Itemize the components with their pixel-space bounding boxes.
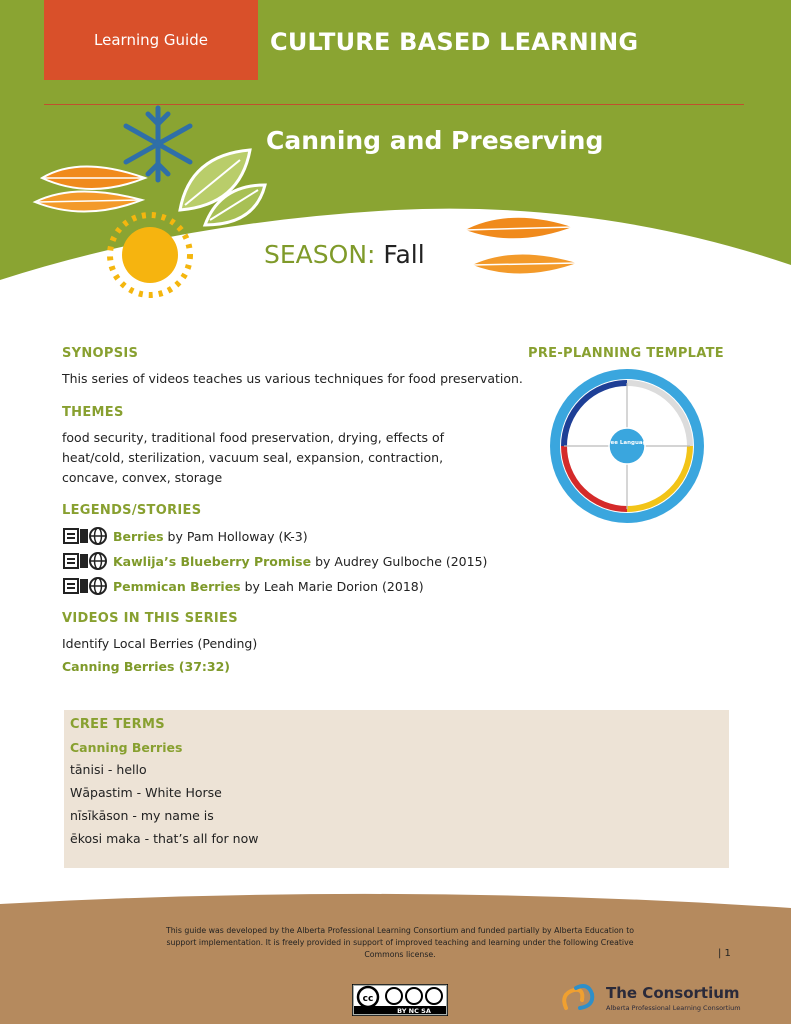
- license-label: BY NC SA: [397, 1007, 431, 1015]
- season-label: SEASON:: [264, 240, 376, 269]
- story-item: [62, 575, 424, 597]
- season-illustration: [30, 100, 280, 300]
- book-web-icon: [62, 526, 110, 546]
- videos-heading: VIDEOS IN THIS SERIES: [62, 611, 238, 626]
- cree-term: tānisi - hello: [70, 762, 147, 777]
- orange-leaf-icon: [35, 167, 145, 212]
- page-title: CULTURE BASED LEARNING: [270, 28, 639, 56]
- season-value: Fall: [383, 240, 425, 269]
- cree-term: Wāpastim - White Horse: [70, 785, 222, 800]
- synopsis-heading: SYNOPSIS: [62, 346, 139, 361]
- preplanning-wheel[interactable]: [542, 367, 712, 525]
- organization-name: The Consortium: [606, 984, 740, 1002]
- story-byline: by Audrey Gulboche (2015): [315, 553, 488, 569]
- season: [264, 240, 425, 269]
- snowflake-icon: [126, 108, 190, 180]
- cree-terms-heading: CREE TERMS: [70, 717, 165, 732]
- synopsis-text: This series of videos teaches us various techniques for food preservation.: [62, 371, 523, 386]
- guide-subtitle: Canning and Preserving: [266, 126, 604, 155]
- story-item: [62, 525, 308, 547]
- story-title-link[interactable]: Pemmican Berries: [113, 578, 241, 594]
- wheel-center-label: Cree Language: [603, 440, 651, 446]
- story-byline: by Leah Marie Dorion (2018): [244, 578, 424, 594]
- story-title-link[interactable]: Berries: [113, 528, 164, 544]
- creative-commons-badge[interactable]: [352, 984, 448, 1016]
- header-divider: [44, 104, 744, 105]
- video-item: Identify Local Berries (Pending): [62, 636, 258, 651]
- themes-heading: THEMES: [62, 405, 124, 420]
- green-leaf-icon: [180, 150, 265, 225]
- footer-text: This guide was developed by the Alberta Professional Learning Consortium and funded partially by Alberta Education to support implementation. It is freely provided in support of improved teaching and learning under the following Creative Commons license.: [165, 926, 635, 959]
- video-link[interactable]: Canning Berries (37:32): [62, 659, 230, 674]
- orange-leaf-icon: [455, 205, 585, 285]
- story-item: [62, 550, 487, 572]
- organization-subtitle: Alberta Professional Learning Consortium: [606, 1004, 741, 1012]
- legends-heading: LEGENDS/STORIES: [62, 503, 202, 518]
- sun-icon: [110, 215, 190, 295]
- cree-terms-subheading: Canning Berries: [70, 740, 183, 755]
- cree-term: nīsīkāson - my name is: [70, 808, 214, 823]
- book-web-icon: [62, 551, 110, 571]
- book-web-icon: [62, 576, 110, 596]
- learning-guide-tag: Learning Guide: [44, 0, 258, 80]
- preplanning-heading: PRE-PLANNING TEMPLATE: [528, 346, 724, 361]
- story-title-link[interactable]: Kawlija’s Blueberry Promise: [113, 553, 312, 569]
- cree-term: ēkosi maka - that’s all for now: [70, 831, 259, 846]
- page-number: | 1: [718, 948, 731, 959]
- svg-text:cc: cc: [362, 994, 374, 1004]
- themes-text: food security, traditional food preservation, drying, effects of heat/cold, sterilization, vacuum seal, expansion, contraction, concave, convex, storage: [62, 430, 445, 485]
- story-byline: by Pam Holloway (K-3): [167, 528, 308, 544]
- consortium-logo-icon: [558, 980, 600, 1016]
